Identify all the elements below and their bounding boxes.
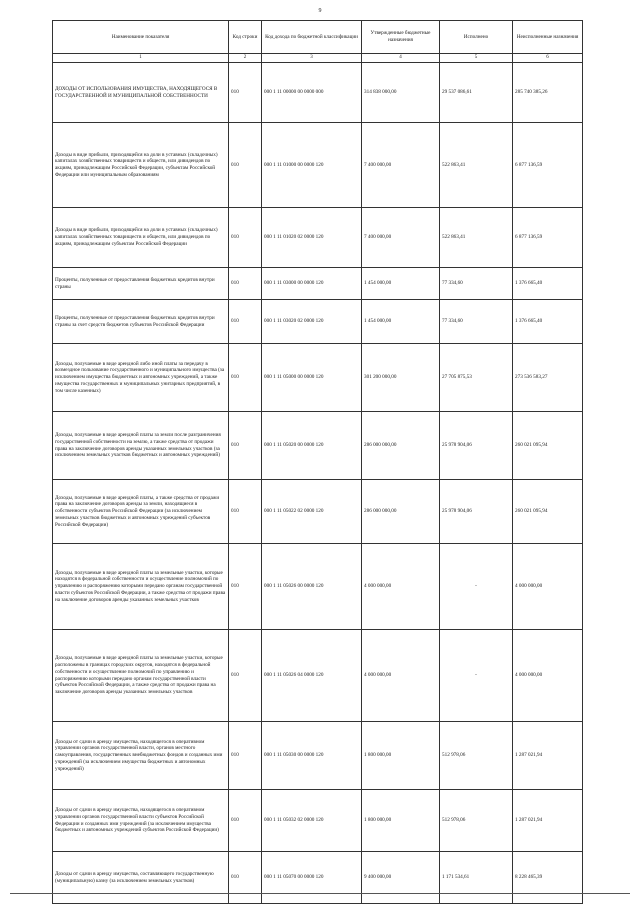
row-budget-classification-code: 000 1 11 05020 00 0000 120 — [262, 412, 362, 480]
table-row — [53, 344, 583, 412]
row-executed-amount: 1 171 534,61 — [440, 852, 513, 904]
row-unexecuted-amount: 6 877 136,59 — [513, 123, 583, 208]
row-unexecuted-amount: 6 877 136,59 — [513, 208, 583, 268]
row-unexecuted-amount: 8 228 465,39 — [513, 852, 583, 904]
row-unexecuted-amount: 4 000 000,00 — [513, 544, 583, 630]
row-indicator-name: Доходы от сдачи в аренду имущества, находящегося в оперативном управлении органов государственной власти субъектов Российской Федерации и созданных ими учреждений (за исключением имущества бюджетных и автономных учреждений субъектов Российской Федерации) — [53, 790, 229, 852]
row-unexecuted-amount: 260 021 095,94 — [513, 480, 583, 544]
row-indicator-name: Проценты, полученные от предоставления бюджетных кредитов внутри страны за счет средств бюджетов субъектов Российской Федерации — [53, 300, 229, 344]
row-unexecuted-amount: 260 021 095,94 — [513, 412, 583, 480]
row-executed-amount: 512 978,06 — [440, 790, 513, 852]
table-row — [53, 480, 583, 544]
row-executed-amount: - — [440, 544, 513, 630]
row-budget-classification-code: 000 1 11 05032 02 0000 120 — [262, 790, 362, 852]
row-executed-amount: 512 978,06 — [440, 722, 513, 790]
table-row — [53, 300, 583, 344]
row-executed-amount: 77 334,60 — [440, 268, 513, 300]
row-indicator-name: Доходы в виде прибыли, приходящейся на доли в уставных (складочных) капиталах хозяйственных товариществ и обществ, или дивидендов по акциям, принадлежащим субъектам Российской Федерации — [53, 208, 229, 268]
row-executed-amount: 522 863,41 — [440, 208, 513, 268]
row-budget-classification-code: 000 1 11 05000 00 0000 120 — [262, 344, 362, 412]
row-approved-amount: 9 400 000,00 — [362, 852, 440, 904]
row-approved-amount: 7 400 000,00 — [362, 208, 440, 268]
row-indicator-name: Доходы, получаемые в виде арендной платы за земли после разграничения государственной собственности на землю, а также средства от продажи права на заключение договоров аренды указанных земельных участков (за исключением земельных участков бюджетных и автономных учреждений) — [53, 412, 229, 480]
row-approved-amount: 4 000 000,00 — [362, 544, 440, 630]
row-budget-classification-code: 000 1 11 05026 04 0000 120 — [262, 630, 362, 722]
row-indicator-name: Доходы от сдачи в аренду имущества, находящегося в оперативном управлении органов государственной власти, органов местного самоуправления, государственных внебюджетных фондов и созданных ими учреждений (за исключением имущества бюджетных и автономных учреждений) — [53, 722, 229, 790]
row-line-code: 010 — [229, 852, 262, 904]
row-indicator-name: ДОХОДЫ ОТ ИСПОЛЬЗОВАНИЯ ИМУЩЕСТВА, НАХОДЯЩЕГОСЯ В ГОСУДАРСТВЕННОЙ И МУНИЦИПАЛЬНОЙ СОБСТВЕННОСТИ — [53, 63, 229, 123]
row-approved-amount: 314 838 000,00 — [362, 63, 440, 123]
row-line-code: 010 — [229, 544, 262, 630]
header-indicator-name: Наименование показателя — [53, 21, 229, 54]
table-row — [53, 790, 583, 852]
row-executed-amount: 27 705 875,53 — [440, 344, 513, 412]
row-executed-amount: 77 334,60 — [440, 300, 513, 344]
column-number: 4 — [362, 54, 440, 63]
row-line-code: 010 — [229, 722, 262, 790]
row-executed-amount: 25 978 904,06 — [440, 480, 513, 544]
row-approved-amount: 1 800 000,00 — [362, 722, 440, 790]
row-indicator-name: Доходы в виде прибыли, приходящейся на доли в уставных (складочных) капиталах хозяйственных товариществ и обществ, или дивидендов по акциям, принадлежащим Российской Федерации, субъектам Российской Федерации или муниципальным образованиям — [53, 123, 229, 208]
column-number: 6 — [513, 54, 583, 63]
row-budget-classification-code: 000 1 11 03000 00 0000 120 — [262, 268, 362, 300]
row-approved-amount: 1 800 000,00 — [362, 790, 440, 852]
row-budget-classification-code: 000 1 11 05022 02 0000 120 — [262, 480, 362, 544]
row-unexecuted-amount: 1 376 665,40 — [513, 268, 583, 300]
row-approved-amount: 286 000 000,00 — [362, 412, 440, 480]
row-budget-classification-code: 000 1 11 00000 00 0000 000 — [262, 63, 362, 123]
header-executed: Исполнено — [440, 21, 513, 54]
column-number: 1 — [53, 54, 229, 63]
row-approved-amount: 4 000 000,00 — [362, 630, 440, 722]
row-indicator-name: Доходы, получаемые в виде арендной платы, а также средства от продажи права на заключение договоров аренды за земли, находящиеся в собственности субъектов Российской Федерации (за исключением земельных участков бюджетных и автономных учреждений субъектов Российской Федерации) — [53, 480, 229, 544]
column-number: 3 — [262, 54, 362, 63]
row-line-code: 010 — [229, 208, 262, 268]
page-number: 9 — [318, 8, 322, 14]
row-indicator-name: Проценты, полученные от предоставления бюджетных кредитов внутри страны — [53, 268, 229, 300]
header-approved: Утвержденные бюджетные назначения — [362, 21, 440, 54]
row-budget-classification-code: 000 1 11 01000 00 0000 120 — [262, 123, 362, 208]
table-row — [53, 722, 583, 790]
row-indicator-name: Доходы, получаемые в виде арендной либо иной платы за передачу в возмездное пользование государственного и муниципального имущества (за исключением имущества бюджетных и автономных учреждений, а также имущества государственных и муниципальных унитарных предприятий, в том числе казенных) — [53, 344, 229, 412]
row-unexecuted-amount: 285 740 385,26 — [513, 63, 583, 123]
header-budget-classification-code: Код дохода по бюджетной классификации — [262, 21, 362, 54]
row-line-code: 010 — [229, 630, 262, 722]
table-row — [53, 852, 583, 904]
revenue-table — [52, 20, 583, 904]
header-line-code: Код строки — [229, 21, 262, 54]
row-indicator-name: Доходы, получаемые в виде арендной платы за земельные участки, которые находятся в федеральной собственности и осуществление полномочий по управлению и распоряжению которыми передано органам государственной власти субъектов Российской Федерации, а также средства от продажи права на заключение договоров аренды указанных земельных участков — [53, 544, 229, 630]
row-line-code: 010 — [229, 123, 262, 208]
row-approved-amount: 1 454 000,00 — [362, 300, 440, 344]
row-indicator-name: Доходы от сдачи в аренду имущества, составляющего государственную (муниципальную) казну (за исключением земельных участков) — [53, 852, 229, 904]
row-approved-amount: 1 454 000,00 — [362, 268, 440, 300]
table-row — [53, 630, 583, 722]
column-number: 5 — [440, 54, 513, 63]
row-unexecuted-amount: 1 287 021,94 — [513, 722, 583, 790]
table-row — [53, 123, 583, 208]
header-unexecuted: Неисполненные назначения — [513, 21, 583, 54]
table-row — [53, 544, 583, 630]
row-approved-amount: 301 200 000,00 — [362, 344, 440, 412]
row-budget-classification-code: 000 1 11 05026 00 0000 120 — [262, 544, 362, 630]
row-line-code: 010 — [229, 480, 262, 544]
row-approved-amount: 286 000 000,00 — [362, 480, 440, 544]
row-line-code: 010 — [229, 63, 262, 123]
row-budget-classification-code: 000 1 11 01020 02 0000 120 — [262, 208, 362, 268]
row-budget-classification-code: 000 1 11 05030 00 0000 120 — [262, 722, 362, 790]
row-executed-amount: 29 537 086,61 — [440, 63, 513, 123]
column-number: 2 — [229, 54, 262, 63]
row-line-code: 010 — [229, 412, 262, 480]
row-line-code: 010 — [229, 300, 262, 344]
column-number-row — [53, 54, 583, 63]
row-executed-amount: 522 863,41 — [440, 123, 513, 208]
row-line-code: 010 — [229, 344, 262, 412]
row-line-code: 010 — [229, 790, 262, 852]
table-row — [53, 208, 583, 268]
row-unexecuted-amount: 1 376 665,40 — [513, 300, 583, 344]
row-executed-amount: 25 978 904,06 — [440, 412, 513, 480]
row-approved-amount: 7 400 000,00 — [362, 123, 440, 208]
table-row — [53, 412, 583, 480]
bottom-rule — [10, 893, 630, 894]
row-budget-classification-code: 000 1 11 03020 02 0000 120 — [262, 300, 362, 344]
table-row — [53, 268, 583, 300]
header-row — [53, 21, 583, 54]
row-line-code: 010 — [229, 268, 262, 300]
row-executed-amount: - — [440, 630, 513, 722]
row-unexecuted-amount: 273 536 583,27 — [513, 344, 583, 412]
table-body — [53, 63, 583, 904]
table-row — [53, 63, 583, 123]
row-indicator-name: Доходы, получаемые в виде арендной платы за земельные участки, которые расположены в границах городских округов, находятся в федеральной собственности и осуществление полномочий по управлению и распоряжению которыми передано органам государственной власти субъектов Российской Федерации, а также средства от продажи права на заключение договоров аренды указанных земельных участков — [53, 630, 229, 722]
row-unexecuted-amount: 4 000 000,00 — [513, 630, 583, 722]
row-budget-classification-code: 000 1 11 05070 00 0000 120 — [262, 852, 362, 904]
row-unexecuted-amount: 1 287 021,94 — [513, 790, 583, 852]
